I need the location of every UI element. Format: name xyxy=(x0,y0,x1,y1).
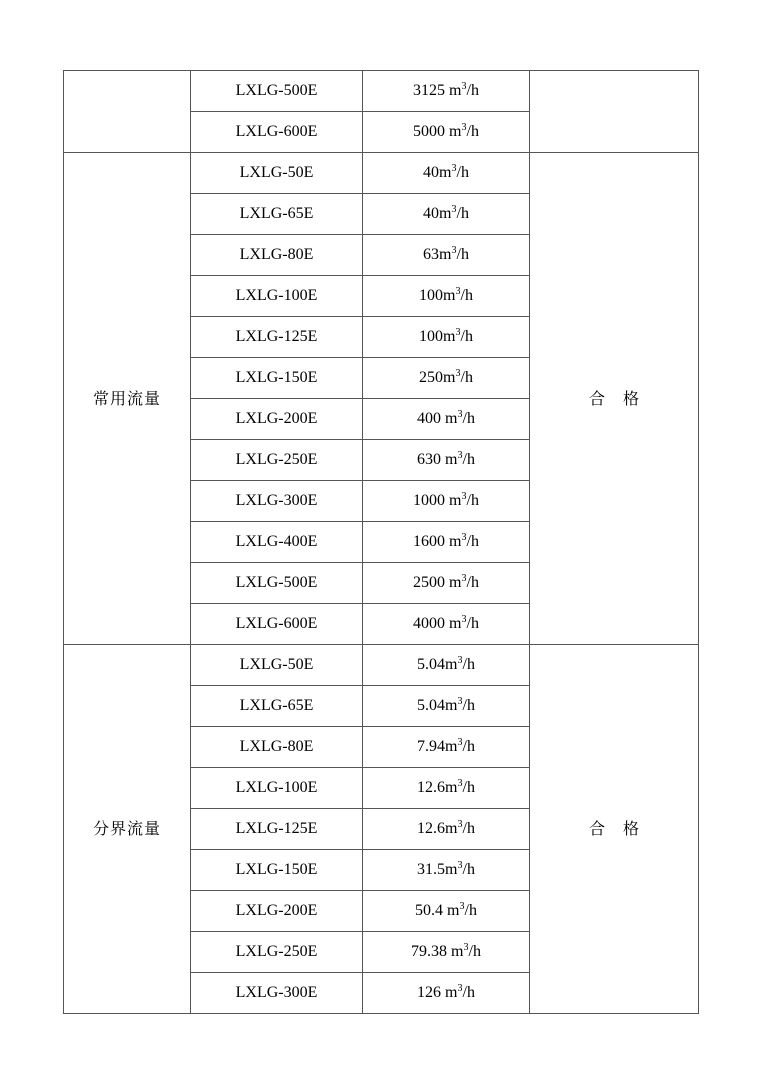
flow-exponent: 3 xyxy=(457,778,463,789)
model-cell: LXLG-80E xyxy=(191,235,363,276)
flow-unit: /h xyxy=(462,779,475,796)
flow-value: 40m xyxy=(423,164,452,181)
flow-exponent: 3 xyxy=(457,860,463,871)
flow-unit: /h xyxy=(462,410,475,427)
model-cell: LXLG-65E xyxy=(191,686,363,727)
flow-cell xyxy=(363,235,530,276)
flow-exponent: 3 xyxy=(461,573,467,584)
flow-cell xyxy=(363,153,530,194)
flow-unit: /h xyxy=(462,861,475,878)
flow-unit: /h xyxy=(462,451,475,468)
flow-exponent: 3 xyxy=(455,286,461,297)
flow-unit: /h xyxy=(466,123,479,140)
flow-exponent: 3 xyxy=(451,163,457,174)
flow-cell xyxy=(363,399,530,440)
model-cell: LXLG-300E xyxy=(191,973,363,1014)
model-cell: LXLG-200E xyxy=(191,891,363,932)
flow-cell xyxy=(363,276,530,317)
flow-unit: /h xyxy=(466,533,479,550)
flow-cell xyxy=(363,932,530,973)
flow-value: 5.04m xyxy=(417,656,458,673)
flow-unit: /h xyxy=(466,492,479,509)
flow-unit: /h xyxy=(462,820,475,837)
flow-cell xyxy=(363,850,530,891)
flow-cell xyxy=(363,645,530,686)
model-cell: LXLG-150E xyxy=(191,358,363,399)
flow-unit: /h xyxy=(456,164,469,181)
category-label: 分界流量 xyxy=(92,819,161,838)
flow-cell xyxy=(363,727,530,768)
model-cell: LXLG-400E xyxy=(191,522,363,563)
flow-exponent: 3 xyxy=(457,983,463,994)
model-cell: LXLG-600E xyxy=(191,112,363,153)
flow-unit: /h xyxy=(466,574,479,591)
flow-value: 100m xyxy=(419,287,456,304)
flow-unit: /h xyxy=(460,369,473,386)
flow-value: 63m xyxy=(423,246,452,263)
flow-exponent: 3 xyxy=(461,81,467,92)
model-cell: LXLG-80E xyxy=(191,727,363,768)
model-cell: LXLG-250E xyxy=(191,440,363,481)
flow-exponent: 3 xyxy=(457,737,463,748)
flow-unit: /h xyxy=(466,82,479,99)
result-label-part: 合 xyxy=(588,388,605,408)
flow-value: 3125 m xyxy=(413,82,462,99)
flow-unit: /h xyxy=(460,287,473,304)
flow-unit: /h xyxy=(466,615,479,632)
category-cell xyxy=(64,71,191,153)
table-row xyxy=(64,153,699,194)
flow-unit: /h xyxy=(460,328,473,345)
flow-exponent: 3 xyxy=(451,204,457,215)
flow-unit: /h xyxy=(464,902,477,919)
flow-cell xyxy=(363,809,530,850)
flow-value: 79.38 m xyxy=(411,943,464,960)
model-cell: LXLG-65E xyxy=(191,194,363,235)
flow-cell xyxy=(363,768,530,809)
model-cell: LXLG-125E xyxy=(191,317,363,358)
flow-exponent: 3 xyxy=(461,491,467,502)
flow-value: 12.6m xyxy=(417,779,458,796)
flow-unit: /h xyxy=(456,246,469,263)
category-label: 常用流量 xyxy=(92,388,161,408)
model-cell: LXLG-500E xyxy=(191,71,363,112)
result-cell xyxy=(530,71,699,153)
result-label-part: 格 xyxy=(623,388,640,408)
result-cell xyxy=(530,153,699,645)
flow-value: 5.04m xyxy=(417,697,458,714)
flow-cell xyxy=(363,440,530,481)
model-cell: LXLG-500E xyxy=(191,563,363,604)
flow-cell xyxy=(363,604,530,645)
flow-value: 250m xyxy=(419,369,456,386)
model-cell: LXLG-600E xyxy=(191,604,363,645)
flow-exponent: 3 xyxy=(461,122,467,133)
flow-cell xyxy=(363,891,530,932)
flow-unit: /h xyxy=(462,656,475,673)
model-cell: LXLG-50E xyxy=(191,153,363,194)
flow-value: 126 m xyxy=(417,984,458,1001)
flow-exponent: 3 xyxy=(457,409,463,420)
flow-value: 50.4 m xyxy=(415,902,460,919)
flow-cell xyxy=(363,973,530,1014)
flow-cell xyxy=(363,522,530,563)
flow-cell xyxy=(363,563,530,604)
model-cell: LXLG-100E xyxy=(191,768,363,809)
flow-value: 31.5m xyxy=(417,861,458,878)
flow-value: 1000 m xyxy=(413,492,462,509)
flow-exponent: 3 xyxy=(461,614,467,625)
flow-cell xyxy=(363,317,530,358)
flow-exponent: 3 xyxy=(457,655,463,666)
result-label-part: 格 xyxy=(623,819,640,838)
flow-cell xyxy=(363,686,530,727)
flow-value: 5000 m xyxy=(413,123,462,140)
flow-exponent: 3 xyxy=(461,532,467,543)
model-cell: LXLG-200E xyxy=(191,399,363,440)
flow-cell xyxy=(363,194,530,235)
model-cell: LXLG-50E xyxy=(191,645,363,686)
flow-unit: /h xyxy=(456,205,469,222)
category-cell xyxy=(64,153,191,645)
model-cell: LXLG-150E xyxy=(191,850,363,891)
model-cell: LXLG-250E xyxy=(191,932,363,973)
flow-spec-table-body xyxy=(64,71,699,1014)
flow-exponent: 3 xyxy=(457,819,463,830)
flow-cell xyxy=(363,481,530,522)
flow-exponent: 3 xyxy=(451,245,457,256)
flow-value: 40m xyxy=(423,205,452,222)
model-cell: LXLG-100E xyxy=(191,276,363,317)
category-cell xyxy=(64,645,191,1014)
flow-cell xyxy=(363,71,530,112)
flow-spec-table xyxy=(63,70,699,1014)
flow-value: 630 m xyxy=(417,451,458,468)
flow-exponent: 3 xyxy=(457,450,463,461)
model-cell: LXLG-300E xyxy=(191,481,363,522)
flow-exponent: 3 xyxy=(463,942,469,953)
table-row xyxy=(64,645,699,686)
flow-value: 2500 m xyxy=(413,574,462,591)
flow-cell xyxy=(363,358,530,399)
flow-value: 100m xyxy=(419,328,456,345)
model-cell: LXLG-125E xyxy=(191,809,363,850)
result-label-part: 合 xyxy=(588,819,605,838)
flow-unit: /h xyxy=(462,697,475,714)
table-row xyxy=(64,71,699,112)
flow-exponent: 3 xyxy=(455,327,461,338)
result-cell xyxy=(530,645,699,1014)
flow-value: 12.6m xyxy=(417,820,458,837)
flow-value: 1600 m xyxy=(413,533,462,550)
flow-unit: /h xyxy=(462,984,475,1001)
flow-value: 4000 m xyxy=(413,615,462,632)
flow-cell xyxy=(363,112,530,153)
flow-value: 400 m xyxy=(417,410,458,427)
flow-unit: /h xyxy=(462,738,475,755)
flow-exponent: 3 xyxy=(457,696,463,707)
flow-value: 7.94m xyxy=(417,738,458,755)
flow-exponent: 3 xyxy=(459,901,465,912)
flow-unit: /h xyxy=(468,943,481,960)
flow-exponent: 3 xyxy=(455,368,461,379)
